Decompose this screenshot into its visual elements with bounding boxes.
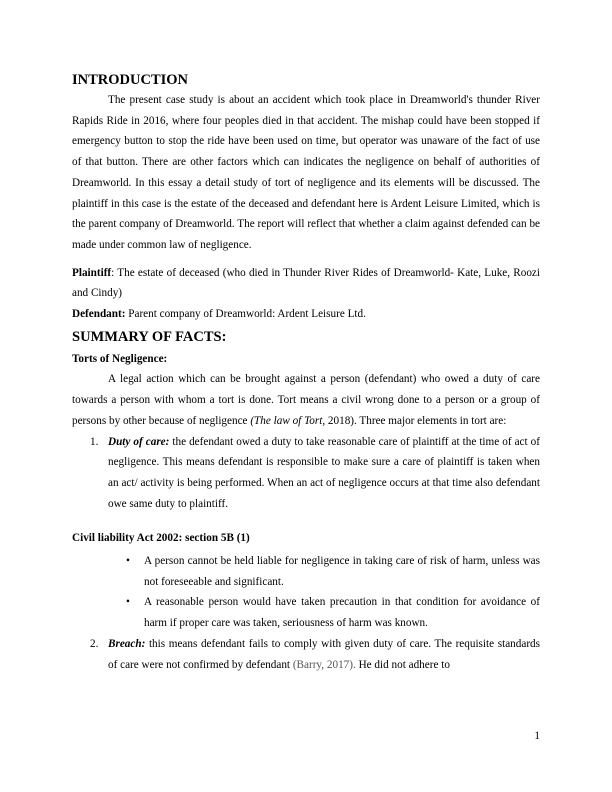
breach-citation: (Barry, 2017). [292, 658, 356, 671]
plaintiff-text: : The estate of deceased (who died in Thunder River Rides of Dreamworld- Kate, Luke, Roozi and Cindy) [72, 266, 540, 300]
element-duty-of-care [72, 432, 540, 515]
civil-bullet [72, 592, 540, 633]
element-number: 2. [90, 637, 99, 650]
plaintiff-label: Plaintiff [72, 266, 112, 279]
summary-heading: SUMMARY OF FACTS: [72, 328, 227, 345]
element-text: this means defendant fails to comply with given duty of care. The requisite standards of care were not confirmed by defendant [108, 637, 540, 671]
torts-text: A legal action which can be brought against a person (defendant) who owed a duty of care towards a person with whom a tort is done. Tort means a civil wrong done to a person or a group of persons by other because of negligence [72, 373, 540, 427]
element-number: 1. [90, 435, 99, 448]
element-breach [72, 634, 540, 675]
defendant-label: Defendant: [72, 308, 126, 321]
element-text-end: He did not adhere to [355, 658, 450, 671]
civil-bullet-text: A person cannot be held liable for negligence in taking care of risk of harm, unless was not foreseeable and significant. [144, 555, 540, 588]
civil-bullet [72, 551, 540, 592]
element-term: Breach: [108, 637, 146, 650]
defendant-text: Parent company of Dreamworld: Ardent Leisure Ltd. [125, 308, 366, 321]
torts-citation: (The law of Tort, [250, 414, 326, 427]
element-term: Duty of care: [108, 435, 170, 448]
document-page [72, 70, 540, 675]
torts-subheading: Torts of Negligence: [72, 352, 168, 365]
civil-liability-heading: Civil liability Act 2002: section 5B (1) [72, 532, 250, 545]
defendant-line [72, 304, 540, 325]
introduction-paragraph: The present case study is about an accident which took place in Dreamworld's thunder River Rapids Ride in 2016, where four peoples died in that accident. The mishap could have been stopped if emergency button to stop the ride have been used on time, but operator was unaware of the fact of use of that button. There are other factors which can indicates the negligence on behalf of authorities of Dreamworld. In this essay a detail study of tort of negligence and its elements will be discussed. The plaintiff in this case is the estate of the deceased and defendant here is Ardent Leisure Limited, which is the parent company of Dreamworld. The report will reflect that whether a claim against defended can be made under common law of negligence. [72, 94, 540, 251]
torts-text-end: 2018). Three major elements in tort are: [325, 414, 507, 427]
torts-paragraph [72, 369, 540, 431]
page-number: 1 [534, 730, 540, 742]
plaintiff-line [72, 263, 540, 304]
bullet-icon: • [126, 596, 130, 609]
element-text: the defendant owed a duty to take reasonable care of plaintiff at the time of act of negligence. This means defendant is responsible to make sure a care of plaintiff is taken when an act/ activity is being performed. When an act of negligence occurs at that time also defendant owe same duty to plaintiff. [108, 435, 540, 510]
bullet-icon: • [126, 555, 130, 568]
introduction-heading: INTRODUCTION [72, 72, 189, 88]
civil-bullet-text: A reasonable person would have taken precaution in that condition for avoidance of harm if proper care was taken, seriousness of harm was known. [144, 596, 540, 630]
